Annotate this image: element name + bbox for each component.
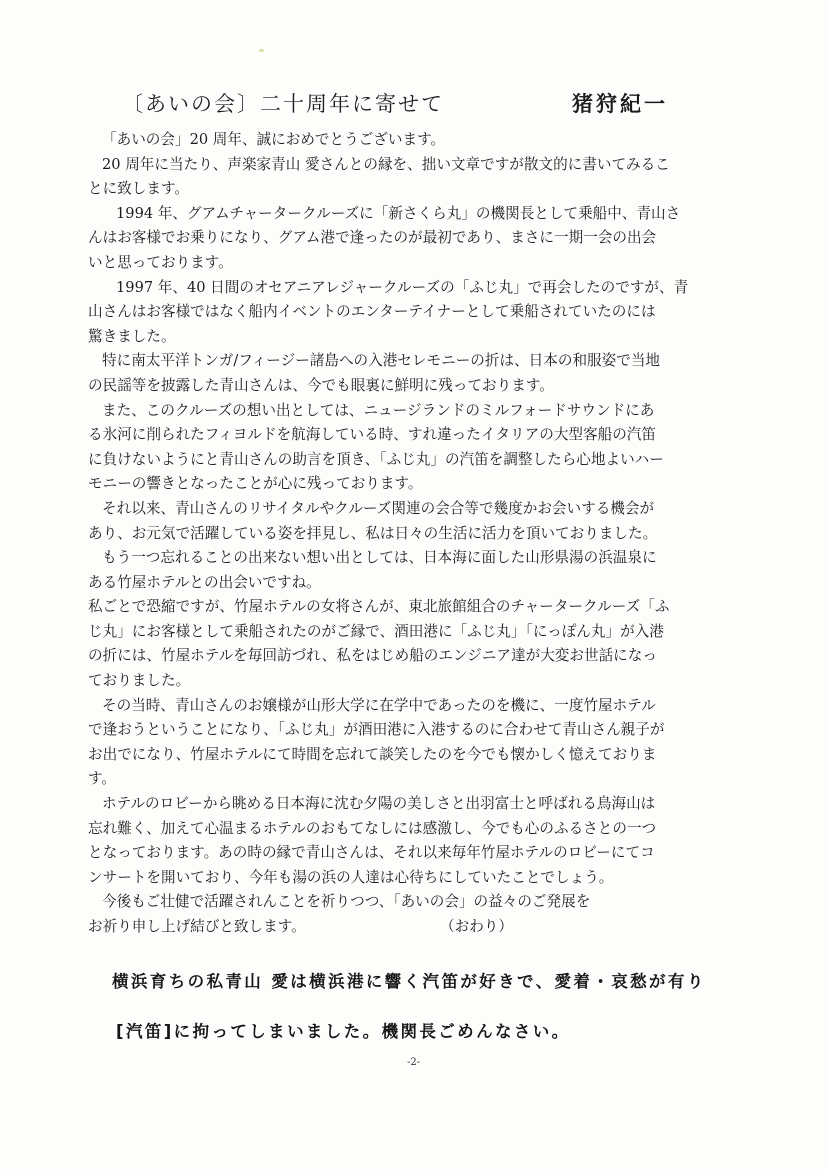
body-line: ンサートを開いており、今年も湯の浜の人達は心待ちにしていたことでしょう。 — [88, 868, 614, 886]
body-line: それ以来、青山さんのリサイタルやクルーズ関連の会合等で幾度かお会いする機会が — [102, 499, 655, 517]
body-line: の民謡等を披露した青山さんは、今でも眼裏に鮮明に残っております。 — [88, 376, 554, 394]
title-row — [122, 88, 722, 122]
body-line: 20 周年に当たり、声楽家青山 愛さんとの縁を、拙い文章ですが散文的に書いてみるこ — [102, 155, 670, 173]
paper-speck — [259, 49, 264, 52]
body-line: で逢おうということになり、「ふじ丸」が酒田港に入港するのに合わせて青山さん親子が — [88, 721, 665, 739]
body-line: ホテルのロビーから眺める日本海に沈む夕陽の美しさと出羽富士と呼ばれる鳥海山は — [102, 795, 656, 813]
body-line: ておりました。 — [88, 672, 191, 690]
closing-mark: （おわり） — [440, 918, 513, 936]
body-line: あり、お元気で活躍している姿を拝見し、私は日々の生活に活力を頂いておりました。 — [88, 524, 658, 542]
body-line: モニーの響きとなったことが心に残っております。 — [88, 475, 423, 493]
body-line: る氷河に削られたフィヨルドを航海している時、すれ違ったイタリアの大型客船の汽笛 — [88, 426, 656, 444]
body-line: いと思っております。 — [88, 253, 233, 271]
body-line: お出でになり、竹屋ホテルにて時間を忘れて談笑したのを今でも懐かしく憶えておりま — [88, 745, 657, 763]
body-line: 私ごとで恐縮ですが、竹屋ホテルの女将さんが、東北旅館組合のチャータークルーズ「ふ — [88, 598, 670, 616]
body-line: 「あいの会」20 周年、誠におめでとうございます。 — [102, 131, 446, 148]
body-line: に負けないようにと青山さんの助言を頂き、「ふじ丸」の汽笛を調整したら心地よいハー — [88, 450, 664, 468]
body-line: 山さんはお客様ではなく船内イベントのエンターテイナーとして乗船されていたのには — [88, 303, 656, 321]
body-line: じ丸」にお客様として乗船されたのがご縁で、酒田港に「ふじ丸」「にっぽん丸」が入港 — [88, 622, 664, 640]
body-line: す。 — [88, 770, 117, 788]
body-line: 驚きました。 — [88, 327, 176, 345]
body-line: とに致します。 — [88, 180, 189, 198]
page-number: -2- — [406, 1057, 421, 1068]
body-line: ある竹屋ホテルとの出会いですね。 — [88, 573, 321, 591]
body-line: もう一つ忘れることの出来ない想い出としては、日本海に面した山形県湯の浜温泉に — [102, 549, 657, 567]
body-line: 今後もご壮健で活躍されんことを祈りつつ、「あいの会」の益々のご発展を — [102, 893, 591, 911]
body-line: その当時、青山さんのお嬢様が山形大学に在学中であったのを機に、一度竹屋ホテル — [102, 696, 656, 714]
body-line: んはお客様でお乗りになり、グアム港で逢ったのが最初であり、まさに一期一会の出会 — [88, 229, 657, 247]
body-line: 忘れ難く、加えて心温まるホテルのおもてなしには感激し、今でも心のふるさとの一つ — [88, 819, 657, 837]
body-line: 1997 年、40 日間のオセアニアレジャークルーズの「ふじ丸」で再会したのですが、青 — [116, 278, 689, 296]
handwritten-note-line-1: 横浜育ちの私青山 愛は横浜港に響く汽笛が好きで、愛着・哀愁が有り — [112, 972, 706, 991]
body-line: また、このクルーズの想い出としては、ニュージランドのミルフォードサウンドにあ — [102, 401, 655, 419]
body-line: の折には、竹屋ホテルを毎回訪づれ、私をはじめ船のエンジニア達が大変お世話になっ — [88, 647, 657, 665]
author-name: 猪狩紀一 — [572, 92, 668, 116]
article-body — [88, 128, 756, 940]
handwritten-note-line-2: [汽笛]に拘ってしまいました。機関長ごめんなさい。 — [116, 1022, 571, 1041]
page-title: 〔あいの会〕二十周年に寄せて — [122, 92, 444, 116]
body-line: 1994 年、グアムチャータークルーズに「新さくら丸」の機関長として乗船中、青山さ — [116, 204, 681, 222]
body-line: となっております。あの時の縁で青山さんは、それ以来毎年竹屋ホテルのロビーにてコ — [88, 844, 655, 862]
body-line: 特に南太平洋トンガ/フィージー諸島への入港セレモニーの折は、日本の和服姿で当地 — [102, 352, 661, 370]
body-line: お祈り申し上げ結びと致します。 — [88, 918, 306, 935]
